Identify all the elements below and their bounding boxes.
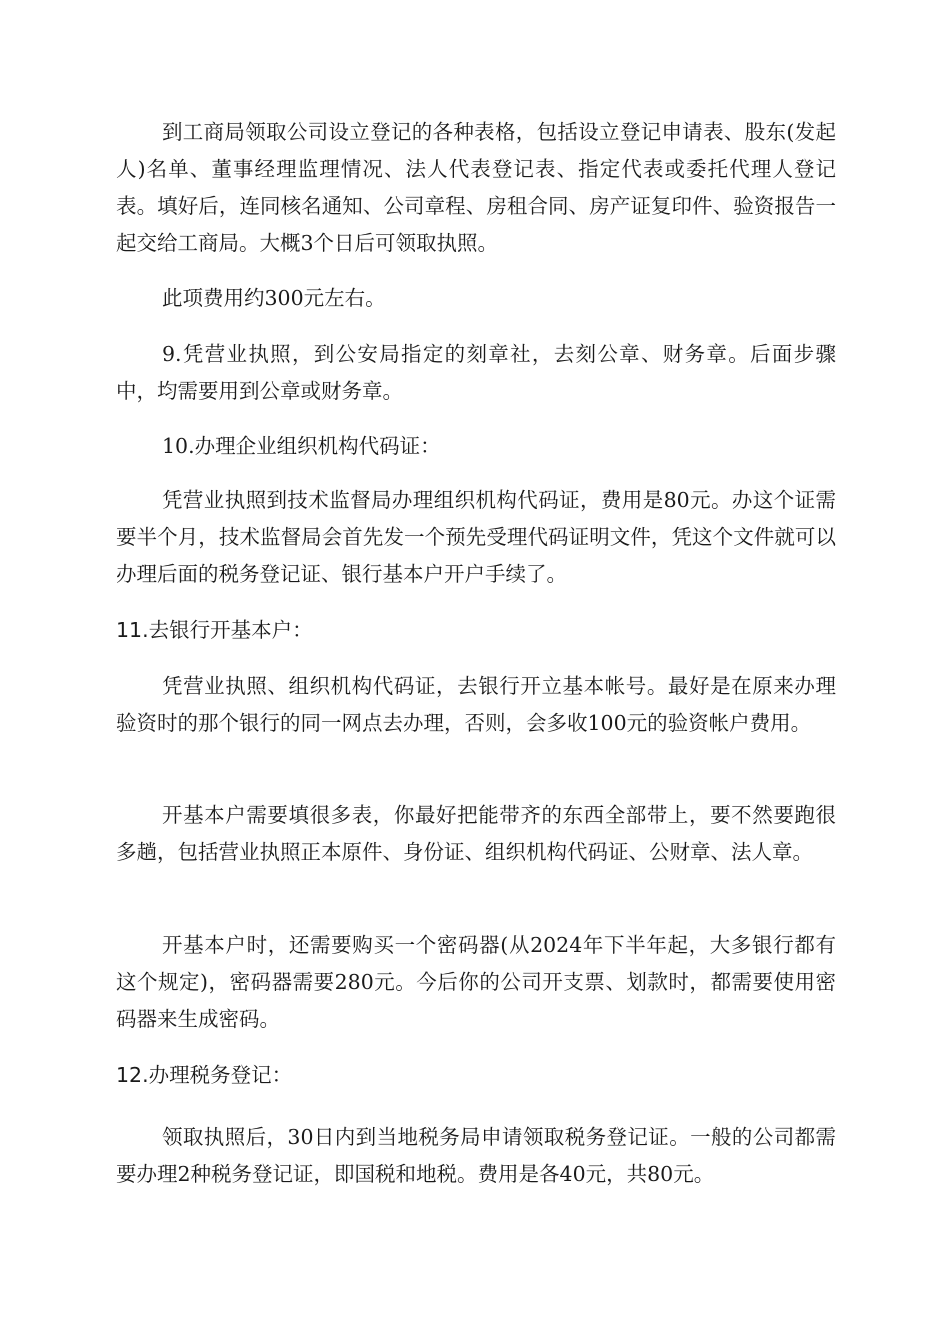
paragraph-open-basic-account: 凭营业执照、组织机构代码证，去银行开立基本帐号。最好是在原来办理验资时的那个银行的同一网点去办理，否则，会多收100元的验资帐户费用。 [116, 674, 836, 735]
heading-step-12-tax-registration: 12.办理税务登记： [116, 1063, 293, 1087]
paragraph-company-registration-forms: 到工商局领取公司设立登记的各种表格，包括设立登记申请表、股东(发起人)名单、董事经理监理情况、法人代表登记表、指定代表或委托代理人登记表。填好后，连同核名通知、公司章程、房租合同、房产证复印件、验资报告一起交给工商局。大概3个日后可领取执照。 [116, 120, 836, 255]
paragraph-tax-registration: 领取执照后，30日内到当地税务局申请领取税务登记证。一般的公司都需要办理2种税务登记证，即国税和地税。费用是各40元，共80元。 [116, 1125, 836, 1186]
heading-step-11-bank-account: 11.去银行开基本户： [116, 618, 313, 642]
paragraph-basic-account-documents: 开基本户需要填很多表，你最好把能带齐的东西全部带上，要不然要跑很多趟，包括营业执照正本原件、身份证、组织机构代码证、公财章、法人章。 [116, 803, 836, 864]
paragraph-step-9-seals: 9.凭营业执照，到公安局指定的刻章社，去刻公章、财务章。后面步骤中，均需要用到公章或财务章。 [116, 342, 836, 403]
paragraph-step-10-title: 10.办理企业组织机构代码证： [162, 434, 441, 458]
paragraph-password-device: 开基本户时，还需要购买一个密码器(从2024年下半年起，大多银行都有这个规定)，密码器需要280元。今后你的公司开支票、划款时，都需要使用密码器来生成密码。 [116, 933, 836, 1031]
paragraph-organization-code: 凭营业执照到技术监督局办理组织机构代码证，费用是80元。办这个证需要半个月，技术监督局会首先发一个预先受理代码证明文件，凭这个文件就可以办理后面的税务登记证、银行基本户开户手续了。 [116, 488, 836, 586]
paragraph-registration-fee: 此项费用约300元左右。 [162, 286, 386, 310]
